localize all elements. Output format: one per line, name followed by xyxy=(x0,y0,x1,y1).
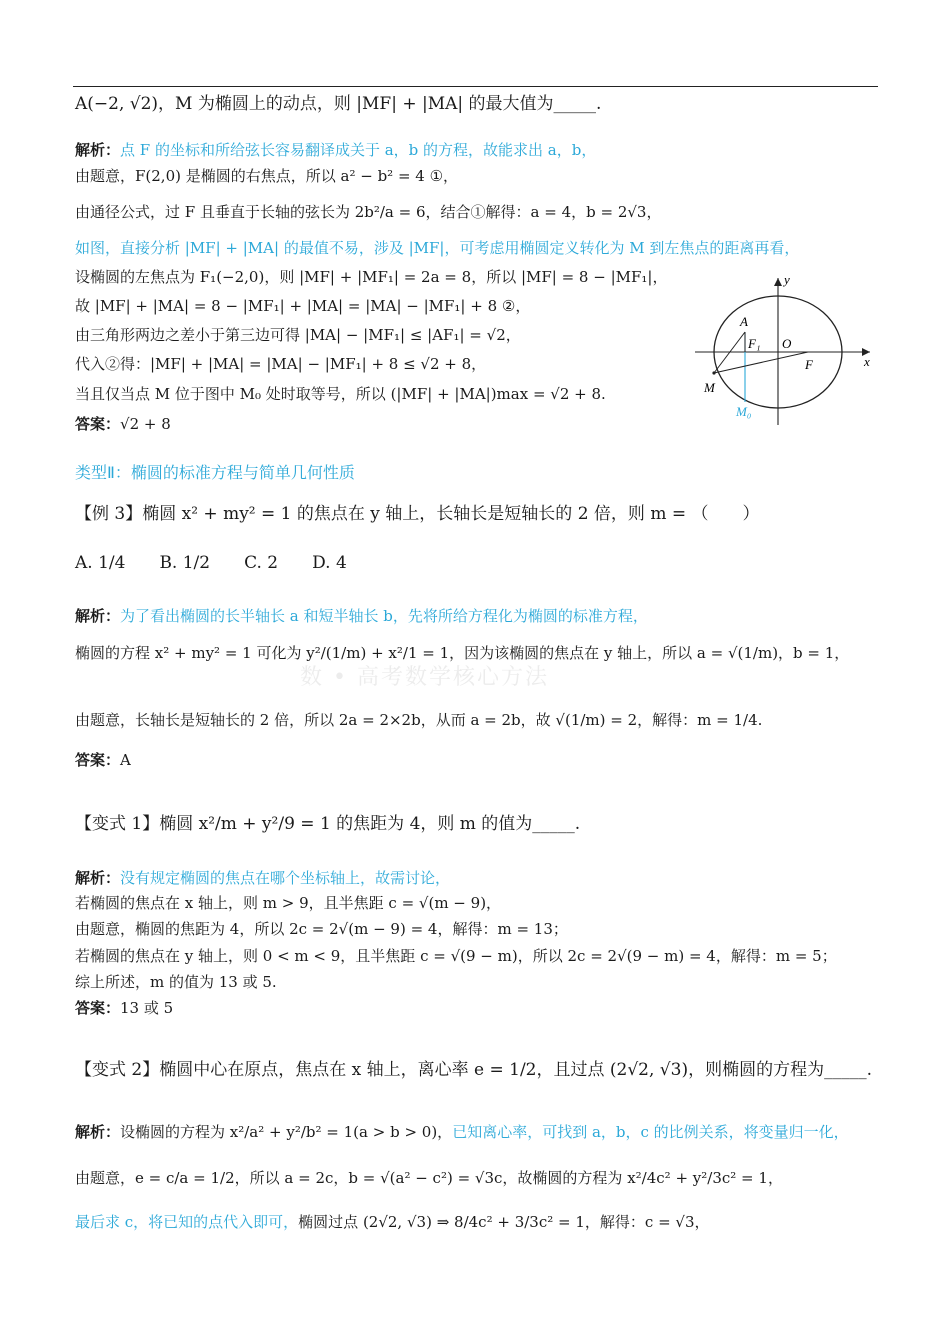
answer-value: 13 或 5 xyxy=(120,999,174,1017)
ex2-solution-line-5: 设椭圆的左焦点为 F₁(−2,0)，则 |MF| + |MF₁| = 2a = 8，所以 |MF| = 8 − |MF₁|， xyxy=(75,268,668,286)
ex3-solution-line-1 xyxy=(75,606,648,626)
ex3-options: A. 1/4 B. 1/2 C. 2 D. 4 xyxy=(75,553,347,573)
ex2-solution-line-4: 如图，直接分析 |MF| + |MA| 的最值不易，涉及 |MF|，可考虑用椭圆定义转化为 M 到左焦点的距离再看， xyxy=(75,239,800,257)
var1-solution-line-5: 综上所述，m 的值为 13 或 5. xyxy=(75,973,277,991)
jiexi-label: 解析： xyxy=(75,141,121,159)
jiexi-label: 解析： xyxy=(75,1123,121,1141)
ellipse-figure xyxy=(690,270,880,430)
label-y: y xyxy=(784,272,790,287)
y-axis-arrow xyxy=(774,278,782,286)
var1-solution-line-2: 若椭圆的焦点在 x 轴上，则 m > 9，且半焦距 c = √(m − 9)， xyxy=(75,894,502,912)
ex2-solution-line-8: 代入②得：|MF| + |MA| = |MA| − |MF₁| + 8 ≤ √2 + 8， xyxy=(75,355,487,373)
var1-answer xyxy=(75,998,173,1018)
jiexi-label: 解析： xyxy=(75,607,121,625)
ex2-answer xyxy=(75,414,171,434)
answer-label: 答案： xyxy=(75,415,121,433)
top-rule xyxy=(73,86,878,87)
var2-hint-2: 最后求 c，将已知的点代入即可， xyxy=(75,1213,299,1231)
ex3-answer xyxy=(75,750,131,770)
ex2-solution-line-6: 故 |MF| + |MA| = 8 − |MF₁| + |MA| = |MA| − |MF₁| + 8 ②， xyxy=(75,297,531,315)
ex3-question: 【例 3】椭圆 x² + my² = 1 的焦点在 y 轴上，长轴长是短轴长的 2 倍，则 m = （ ） xyxy=(75,504,760,524)
label-M: M xyxy=(704,380,715,395)
answer-value: A xyxy=(120,751,131,769)
label-F: F xyxy=(805,357,813,372)
label-M0: M₀ xyxy=(736,404,752,419)
var2-solution-line-1 xyxy=(75,1122,849,1142)
ex2-solution-line-2: 由题意，F(2,0) 是椭圆的右焦点，所以 a² − b² = 4 ①， xyxy=(75,167,459,185)
var1-question: 【变式 1】椭圆 x²/m + y²/9 = 1 的焦距为 4，则 m 的值为_____. xyxy=(75,814,581,834)
answer-value: √2 + 8 xyxy=(120,415,171,433)
intro-line: A(−2, √2)，M 为椭圆上的动点，则 |MF| + |MA| 的最大值为_____. xyxy=(75,94,602,114)
answer-label: 答案： xyxy=(75,751,121,769)
ex3-hint: 为了看出椭圆的长半轴长 a 和短半轴长 b，先将所给方程化为椭圆的标准方程， xyxy=(120,607,648,625)
label-x: x xyxy=(864,354,870,369)
var2-setup: 设椭圆的方程为 x²/a² + y²/b² = 1(a > b > 0)， xyxy=(120,1123,453,1141)
ex3-solution-line-2: 椭圆的方程 x² + my² = 1 可化为 y²/(1/m) + x²/1 = 1，因为该椭圆的焦点在 y 轴上，所以 a = √(1/m)，b = 1， xyxy=(75,644,850,662)
ex2-solution-line-7: 由三角形两边之差小于第三边可得 |MA| − |MF₁| ≤ |AF₁| = √2， xyxy=(75,326,521,344)
ex3-solution-line-3: 由题意，长轴长是短轴长的 2 倍，所以 2a = 2×2b，从而 a = 2b，故 √(1/m) = 2，解得：m = 1/4. xyxy=(75,711,763,729)
var1-solution-line-3: 由题意，椭圆的焦距为 4，所以 2c = 2√(m − 9) = 4，解得：m = 13； xyxy=(75,920,568,938)
var2-substitute: 椭圆过点 (2√2, √3) ⇒ 8/4c² + 3/3c² = 1，解得：c = √3， xyxy=(298,1213,710,1231)
ex2-hint: 点 F 的坐标和所给弦长容易翻译成关于 a，b 的方程，故能求出 a，b， xyxy=(120,141,597,159)
watermark: 数 • 高考数学核心方法 xyxy=(300,665,549,690)
jiexi-label: 解析： xyxy=(75,869,121,887)
var1-solution-line-4: 若椭圆的焦点在 y 轴上，则 0 < m < 9，且半焦距 c = √(9 − m)，所以 2c = 2√(9 − m) = 4，解得：m = 5； xyxy=(75,947,837,965)
var2-solution-line-2: 由题意，e = c/a = 1/2，所以 a = 2c，b = √(a² − c²) = √3c，故椭圆的方程为 x²/4c² + y²/3c² = 1， xyxy=(75,1169,783,1187)
var2-solution-line-3 xyxy=(75,1212,710,1232)
var1-solution-line-1 xyxy=(75,868,450,888)
label-A: A xyxy=(740,314,748,329)
ex2-solution-line-3: 由通径公式，过 F 且垂直于长轴的弦长为 2b²/a = 6，结合①解得：a = 4，b = 2√3， xyxy=(75,203,662,221)
label-O: O xyxy=(782,336,792,351)
var2-hint: 已知离心率，可找到 a，b，c 的比例关系，将变量归一化， xyxy=(452,1123,849,1141)
answer-label: 答案： xyxy=(75,999,121,1017)
ex2-solution-line-9: 当且仅当点 M 位于图中 M₀ 处时取等号，所以 (|MF| + |MA|)max = √2 + 8. xyxy=(75,385,606,403)
var2-question: 【变式 2】椭圆中心在原点，焦点在 x 轴上，离心率 e = 1/2，且过点 (2√2, √3)，则椭圆的方程为_____. xyxy=(75,1060,872,1080)
ex2-solution-line-1 xyxy=(75,140,596,160)
point-M xyxy=(712,371,715,374)
var1-hint: 没有规定椭圆的焦点在哪个坐标轴上，故需讨论， xyxy=(120,869,451,887)
label-F1: F₁ xyxy=(748,336,761,351)
section-title: 类型Ⅱ：椭圆的标准方程与简单几何性质 xyxy=(75,463,355,482)
